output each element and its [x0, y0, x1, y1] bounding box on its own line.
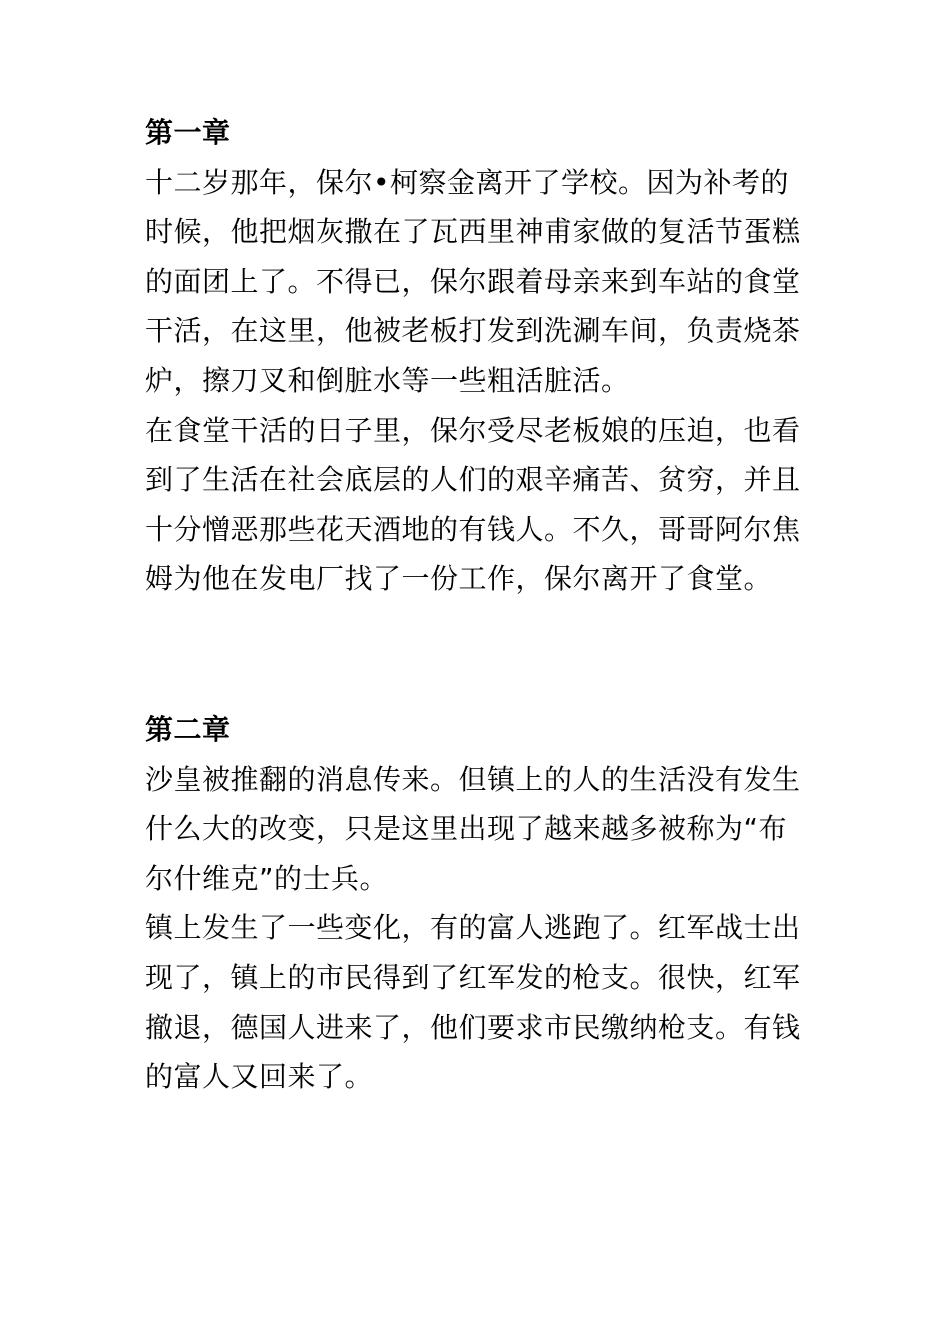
chapter-2-title: 第二章	[145, 713, 231, 746]
chapter-1-title: 第一章	[145, 116, 231, 149]
chapter-1-paragraph-2: 在食堂干活的日子里，保尔受尽老板娘的压迫，也看到了生活在社会底层的人们的艰辛痛苦、贫穷，并且十分憎恶那些花天酒地的有钱人。不久，哥哥阿尔焦姆为他在发电厂找了一份工作，保尔离开了食堂。	[145, 413, 801, 596]
chapter-2	[145, 705, 810, 1102]
chapter-2-paragraph-1: 沙皇被推翻的消息传来。但镇上的人的生活没有发生什么大的改变，只是这里出现了越来越多被称为“布尔什维克”的士兵。	[145, 762, 801, 895]
chapter-1-paragraph-1: 十二岁那年，保尔•柯察金离开了学校。因为补考的时候，他把烟灰撒在了瓦西里神甫家做的复活节蛋糕的面团上了。不得已，保尔跟着母亲来到车站的食堂干活，在这里，他被老板打发到洗涮车间，负责烧茶炉，擦刀叉和倒脏水等一些粗活脏活。	[145, 165, 801, 397]
chapter-1	[145, 108, 810, 604]
chapter-2-paragraph-2: 镇上发生了一些变化，有的富人逃跑了。红军战士出现了，镇上的市民得到了红军发的枪支。很快，红军撤退，德国人进来了，他们要求市民缴纳枪支。有钱的富人又回来了。	[145, 911, 801, 1094]
